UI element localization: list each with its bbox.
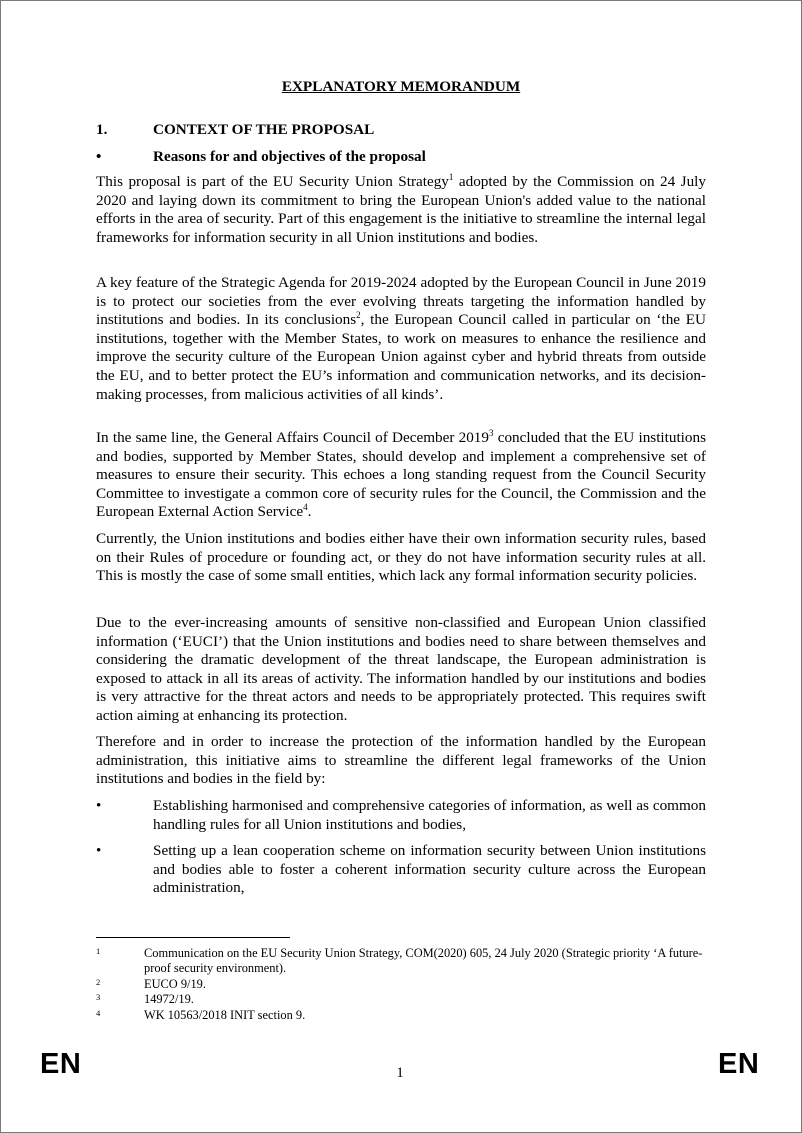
section-title: CONTEXT OF THE PROPOSAL bbox=[153, 121, 375, 138]
footnote-number: 3 bbox=[96, 992, 101, 1002]
list-item-text: Establishing harmonised and comprehensive categories of information, as well as common handling rules for all Union institutions and bodies, bbox=[153, 797, 706, 833]
paragraph-2-text-a: A key feature of the Strategic Agenda for 2019-2024 adopted by the European Council in June 2019 is to protect our societies from the ever evolving threats targeting the information handled by institutions and bodies. In its conclusions bbox=[96, 274, 706, 329]
footnote-separator bbox=[96, 937, 290, 938]
footnote-2 bbox=[96, 977, 706, 992]
paragraph-5: Due to the ever-increasing amounts of sensitive non-classified and European Union classified information (‘EUCI’) that the Union institutions and bodies need to share between themselves and considering the dramatic development of the threat landscape, the European administration is exposed to attack in all its areas of activity. The information handled by our institutions and bodies is very attractive for the threat actors and needs to be appropriately protected. This requires swift action aiming at enhancing its protection. bbox=[96, 614, 706, 724]
footnote-ref-3[interactable]: 3 bbox=[489, 427, 494, 438]
page-number: 1 bbox=[396, 1065, 404, 1081]
section-number: 1. bbox=[96, 121, 108, 138]
list-item-text: Setting up a lean cooperation scheme on information security between Union institutions and bodies able to foster a coherent information security culture across the European administration, bbox=[153, 842, 706, 897]
footnote-text: WK 10563/2018 INIT section 9. bbox=[144, 1008, 306, 1022]
bullet-mark: • bbox=[96, 797, 102, 814]
footnote-text: EUCO 9/19. bbox=[144, 977, 206, 991]
paragraph-6: Therefore and in order to increase the protection of the information handled by the European administration, this initiative aims to streamline the different legal frameworks of the Union institutions and bodies in the field by: bbox=[96, 733, 706, 788]
footnote-ref-4[interactable]: 4 bbox=[303, 502, 308, 513]
footnote-number: 1 bbox=[96, 946, 101, 956]
paragraph-2-text-b: , the European Council called in particular on ‘the EU institutions, together with the Member States, to work on measures to enhance the resilience and improve the security culture of the European Union against cyber and hybrid threats from outside the EU, and to better protect the EU’s information and communication networks, and its decision-making processes, from malicious activities of all kinds’. bbox=[96, 311, 707, 403]
paragraph-3-text-b: concluded that the EU institutions and bodies, supported by Member States, should develop and implement a comprehensive set of measures to ensure their security. This echoes a long standing request from the Council Security Committee to investigate a common core of security rules for the Council, the Commission and the European External Action Service bbox=[96, 429, 706, 521]
paragraph-2 bbox=[96, 274, 706, 404]
footnote-4 bbox=[96, 1008, 706, 1023]
paragraph-3-text-c: . bbox=[307, 503, 312, 521]
paragraph-3-text-a: In the same line, the General Affairs Council of December 2019 bbox=[96, 429, 489, 446]
language-code-left: EN bbox=[40, 1048, 82, 1080]
document-title: EXPLANATORY MEMORANDUM bbox=[281, 78, 521, 95]
bullet-mark: • bbox=[96, 842, 102, 859]
paragraph-3 bbox=[96, 429, 706, 522]
footnote-ref-2[interactable]: 2 bbox=[356, 310, 361, 321]
paragraph-4: Currently, the Union institutions and bodies either have their own information security rules, based on their Rules of procedure or founding act, or they do not have information security rules at all. This is mostly the case of some small entities, which lack any formal information security policies. bbox=[96, 530, 706, 585]
footnote-3 bbox=[96, 992, 706, 1007]
paragraph-1 bbox=[96, 173, 706, 247]
footnote-text: 14972/19. bbox=[144, 992, 194, 1006]
footnote-number: 4 bbox=[96, 1008, 101, 1018]
list-item bbox=[96, 797, 706, 834]
list-item bbox=[96, 842, 706, 898]
footnote-text: Communication on the EU Security Union Strategy, COM(2020) 605, 24 July 2020 (Strategic priority ‘A future-proof security environment). bbox=[144, 946, 703, 975]
footnote-ref-1[interactable]: 1 bbox=[448, 171, 454, 182]
subsection-heading bbox=[96, 147, 426, 166]
section-heading bbox=[96, 120, 374, 139]
footnote-number: 2 bbox=[96, 977, 101, 987]
paragraph-1-text-a: This proposal is part of the EU Security Union Strategy bbox=[96, 173, 449, 190]
subsection-title: Reasons for and objectives of the proposal bbox=[153, 148, 426, 165]
footnote-1 bbox=[96, 946, 706, 976]
language-code-right: EN bbox=[718, 1048, 760, 1080]
paragraph-1-text-b: adopted by the Commission on 24 July 2020 and laying down its commitment to bring the European Union's added value to the national efforts in the area of security. Part of this engagement is the initiative to streamline the internal legal frameworks for information security in all Union institutions and bodies. bbox=[96, 173, 706, 246]
subsection-bullet: • bbox=[96, 148, 102, 165]
